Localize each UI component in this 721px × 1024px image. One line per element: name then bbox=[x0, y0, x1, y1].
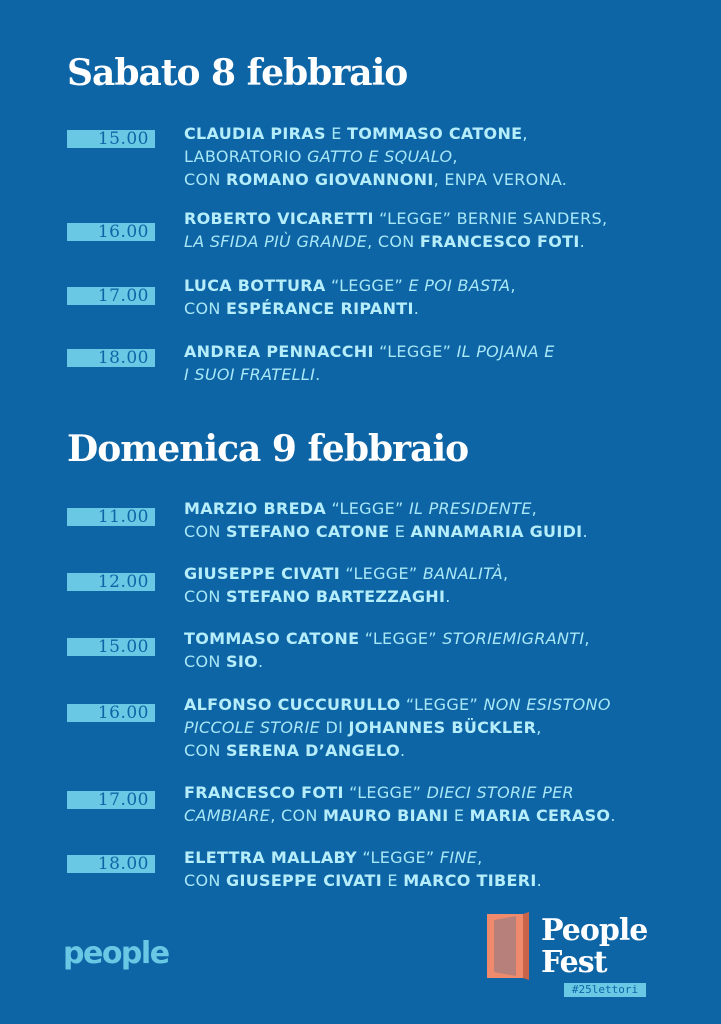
book-title: STORIEMIGRANTI bbox=[442, 629, 585, 648]
event-line bbox=[184, 869, 542, 892]
person-name: MARZIO BREDA bbox=[184, 499, 327, 518]
event-text: , bbox=[503, 564, 509, 583]
event-text: CON bbox=[184, 871, 227, 890]
person-name: MARCO TIBERI bbox=[403, 871, 537, 890]
event-text: . bbox=[400, 741, 406, 760]
person-name: JOHANNES BÜCKLER bbox=[348, 718, 537, 737]
event-time: 17.00 bbox=[67, 791, 155, 809]
event-text: , CON bbox=[270, 806, 323, 825]
event-line bbox=[184, 363, 555, 386]
event-text: . bbox=[536, 871, 542, 890]
event-line bbox=[184, 297, 516, 320]
event-line bbox=[184, 693, 611, 716]
event-line bbox=[184, 562, 508, 585]
event-description bbox=[184, 274, 516, 320]
event-text: “LEGGE” BERNIE SANDERS, bbox=[373, 209, 608, 228]
event-line bbox=[184, 168, 567, 191]
event-text: , bbox=[584, 629, 590, 648]
person-name: STEFANO BARTEZZAGHI bbox=[226, 587, 446, 606]
day-title-sunday: Domenica 9 febbraio bbox=[67, 428, 469, 470]
event-line bbox=[184, 804, 616, 827]
event-text: “LEGGE” bbox=[343, 783, 427, 802]
fest-hashtag: #25lettori bbox=[564, 983, 646, 997]
book-title: GATTO E SQUALO bbox=[307, 147, 453, 166]
event-line bbox=[184, 274, 516, 297]
person-name: TOMMASO CATONE bbox=[184, 629, 360, 648]
person-name: FRANCESCO FOTI bbox=[419, 232, 580, 251]
event-text: E bbox=[448, 806, 470, 825]
event-time: 16.00 bbox=[67, 704, 155, 722]
event-text: . bbox=[610, 806, 616, 825]
event-text: “LEGGE” bbox=[359, 629, 443, 648]
event-text: “LEGGE” bbox=[325, 276, 409, 295]
event-text: , bbox=[531, 499, 537, 518]
event-time: 18.00 bbox=[67, 349, 155, 367]
person-name: STEFANO CATONE bbox=[226, 522, 390, 541]
event-text: “LEGGE” bbox=[326, 499, 409, 518]
open-door-book-icon bbox=[486, 912, 530, 980]
event-line bbox=[184, 340, 555, 363]
event-text: . bbox=[579, 232, 586, 251]
event-description bbox=[184, 846, 542, 892]
fest-word-fest: Fest bbox=[541, 945, 607, 980]
person-name: LUCA BOTTURA bbox=[184, 276, 326, 295]
event-time: 11.00 bbox=[67, 508, 155, 526]
event-line bbox=[184, 781, 616, 804]
book-title: FINE bbox=[439, 848, 478, 867]
event-line bbox=[184, 716, 611, 739]
book-title: PICCOLE STORIE bbox=[184, 718, 321, 737]
person-name: GIUSEPPE CIVATI bbox=[226, 871, 383, 890]
person-name: ROBERTO VICARETTI bbox=[184, 209, 374, 228]
fest-word-people: People bbox=[541, 913, 648, 948]
event-text: E bbox=[382, 871, 404, 890]
book-title: NON ESISTONO bbox=[483, 695, 611, 714]
book-title: DIECI STORIE PER bbox=[426, 783, 574, 802]
person-name: GIUSEPPE CIVATI bbox=[184, 564, 340, 583]
event-text: , bbox=[510, 276, 516, 295]
event-line bbox=[184, 230, 607, 253]
person-name: SERENA D’ANGELO bbox=[226, 741, 400, 760]
person-name: MAURO BIANI bbox=[323, 806, 449, 825]
person-name: MARIA CERASO bbox=[469, 806, 611, 825]
event-text: . bbox=[315, 365, 321, 384]
people-fest-logo bbox=[486, 912, 666, 1002]
event-text: . bbox=[445, 587, 451, 606]
event-text: , bbox=[522, 124, 528, 143]
event-text: “LEGGE” bbox=[339, 564, 423, 583]
event-text: E bbox=[325, 124, 348, 143]
person-name: ALFONSO CUCCURULLO bbox=[184, 695, 401, 714]
event-time: 12.00 bbox=[67, 573, 155, 591]
event-line bbox=[184, 627, 590, 650]
person-name: SIO bbox=[226, 652, 259, 671]
event-text: , bbox=[452, 147, 458, 166]
event-time: 15.00 bbox=[67, 638, 155, 656]
event-text: DI bbox=[320, 718, 349, 737]
event-description bbox=[184, 122, 567, 191]
event-line bbox=[184, 585, 508, 608]
event-line bbox=[184, 650, 590, 673]
person-name: FRANCESCO FOTI bbox=[184, 783, 344, 802]
book-title: E POI BASTA bbox=[408, 276, 511, 295]
book-title: IL PRESIDENTE bbox=[408, 499, 532, 518]
event-text: CON bbox=[184, 741, 227, 760]
event-time: 17.00 bbox=[67, 287, 155, 305]
event-time: 18.00 bbox=[67, 855, 155, 873]
event-line bbox=[184, 122, 567, 145]
event-text: LABORATORIO bbox=[184, 147, 308, 166]
event-line bbox=[184, 846, 542, 869]
event-text: , bbox=[536, 718, 542, 737]
event-text: “LEGGE” bbox=[357, 848, 440, 867]
book-title: BANALITÀ bbox=[422, 564, 503, 583]
event-description bbox=[184, 693, 611, 762]
book-title: I SUOI FRATELLI bbox=[184, 365, 316, 384]
event-line bbox=[184, 207, 607, 230]
event-time: 15.00 bbox=[67, 130, 155, 148]
people-logo: people bbox=[63, 936, 169, 971]
person-name: ELETTRA MALLABY bbox=[184, 848, 358, 867]
person-name: ESPÉRANCE RIPANTI bbox=[226, 299, 414, 318]
event-line bbox=[184, 497, 588, 520]
event-description bbox=[184, 497, 588, 543]
book-title: CAMBIARE bbox=[184, 806, 271, 825]
event-line bbox=[184, 520, 588, 543]
event-text: “LEGGE” bbox=[400, 695, 484, 714]
day-title-saturday: Sabato 8 febbraio bbox=[67, 52, 408, 94]
person-name: CLAUDIA PIRAS bbox=[184, 124, 326, 143]
event-description bbox=[184, 562, 508, 608]
person-name: TOMMASO CATONE bbox=[347, 124, 523, 143]
event-text: CON bbox=[184, 170, 227, 189]
event-description bbox=[184, 340, 555, 386]
event-text: CON bbox=[184, 587, 227, 606]
event-text: E bbox=[389, 522, 411, 541]
event-text: CON bbox=[184, 522, 227, 541]
event-description bbox=[184, 781, 616, 827]
event-text: , ENPA VERONA. bbox=[433, 170, 568, 189]
event-text: CON bbox=[184, 299, 227, 318]
book-title: IL POJANA E bbox=[456, 342, 555, 361]
event-text: , CON bbox=[367, 232, 420, 251]
event-line bbox=[184, 739, 611, 762]
event-description bbox=[184, 627, 590, 673]
event-text: “LEGGE” bbox=[373, 342, 457, 361]
person-name: ANDREA PENNACCHI bbox=[184, 342, 374, 361]
event-time: 16.00 bbox=[67, 223, 155, 241]
book-title: LA SFIDA PIÙ GRANDE bbox=[184, 232, 368, 251]
event-text: . bbox=[413, 299, 420, 318]
event-line bbox=[184, 145, 567, 168]
event-text: . bbox=[258, 652, 264, 671]
person-name: ROMANO GIOVANNONI bbox=[226, 170, 434, 189]
event-description bbox=[184, 207, 607, 253]
event-text: , bbox=[477, 848, 483, 867]
person-name: ANNAMARIA GUIDI bbox=[410, 522, 583, 541]
event-text: . bbox=[582, 522, 588, 541]
event-text: CON bbox=[184, 652, 227, 671]
